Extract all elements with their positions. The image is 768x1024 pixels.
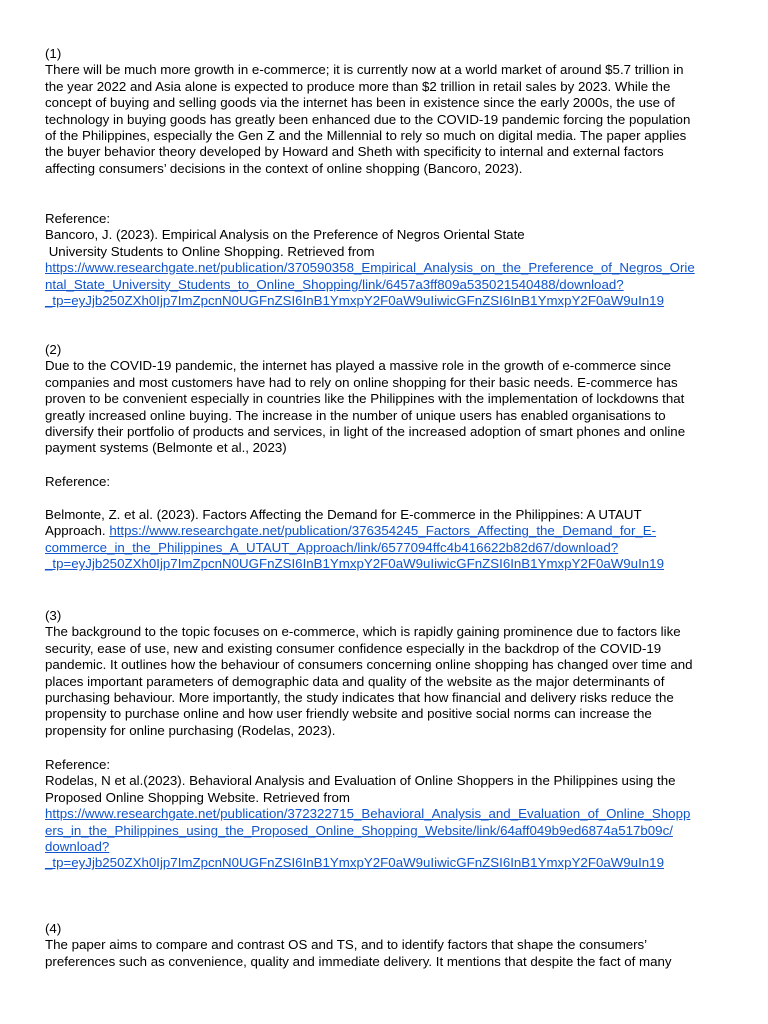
reference-label: Reference: — [45, 757, 111, 772]
body-line: proven to be convenient especially in countries like the Philippines with the implementation of lockdowns that — [45, 391, 685, 407]
reference-link[interactable]: ntal_State_University_Students_to_Online_Shopping/link/6457a3ff809a535021540488/download? — [45, 276, 624, 292]
body-line: propensity to purchase online and how user friendly website and positive social norms can increase the — [45, 706, 652, 722]
body-line: the buyer behavior theory developed by Howard and Sheth with specificity to internal and external factors — [45, 144, 664, 160]
body-line: payment systems (Belmonte et al., 2023) — [45, 440, 287, 456]
reference-3 — [45, 757, 725, 872]
body-line: concept of buying and selling goods via the internet has been in existence since the early 2000s, the use of — [45, 95, 675, 111]
body-line: companies and most customers have had to rely on online shopping for their basic needs. E-commerce has — [45, 374, 678, 390]
body-line: purchasing behaviour. More importantly, the study indicates that how financial and delivery risks reduce the — [45, 690, 674, 706]
reference-link[interactable]: ers_in_the_Philippines_using_the_Proposed_Online_Shopping_Website/link/64aff049b9ed6874a517b09c/ — [45, 822, 673, 838]
section-body — [45, 937, 725, 970]
section-3 — [45, 608, 725, 739]
reference-text: Belmonte, Z. et al. (2023). Factors Affecting the Demand for E-commerce in the Philippines: A UTAUT — [45, 507, 642, 522]
reference-label: Reference: — [45, 474, 111, 489]
body-line: Due to the COVID-19 pandemic, the internet has played a massive role in the growth of e-commerce since — [45, 358, 671, 374]
body-line: propensity for online purchasing (Rodelas, 2023). — [45, 722, 336, 738]
reference-text — [45, 523, 725, 539]
reference-link[interactable]: https://www.researchgate.net/publication/372322715_Behavioral_Analysis_and_Evaluation_of_Online_Shopp — [45, 806, 691, 822]
body-line: The background to the topic focuses on e-commerce, which is rapidly gaining prominence due to factors like — [45, 624, 681, 640]
reference-label: Reference: — [45, 211, 111, 226]
section-number: (3) — [45, 608, 62, 623]
reference-link[interactable]: download? — [45, 839, 110, 855]
reference-link[interactable]: https://www.researchgate.net/publication/376354245_Factors_Affecting_the_Demand_for_E- — [109, 523, 657, 539]
reference-link[interactable]: commerce_in_the_Philippines_A_UTAUT_Approach/link/6577094ffc4b416622b82d67/download? — [45, 539, 619, 555]
section-number: (1) — [45, 46, 62, 61]
reference-link[interactable]: _tp=eyJjb250ZXh0Ijp7ImZpcnN0UGFnZSI6InB1YmxpY2F0aW9uIiwicGFnZSI6InB1YmxpY2F0aW9uIn19 — [45, 293, 664, 309]
body-line: greatly increased online buying. The increase in the number of unique users has enabled organisations to — [45, 407, 666, 423]
body-line: pandemic. It outlines how the behaviour of consumers concerning online shopping has changed over time and — [45, 657, 693, 673]
reference-text: Rodelas, N et al.(2023). Behavioral Analysis and Evaluation of Online Shoppers in the Philippines using the — [45, 773, 676, 789]
reference-link[interactable]: https://www.researchgate.net/publication/370590358_Empirical_Analysis_on_the_Preference_of_Negros_Orie — [45, 260, 695, 276]
section-number: (2) — [45, 342, 62, 357]
reference-link[interactable]: _tp=eyJjb250ZXh0Ijp7ImZpcnN0UGFnZSI6InB1YmxpY2F0aW9uIiwicGFnZSI6InB1YmxpY2F0aW9uIn19 — [45, 556, 664, 572]
body-line: of the Philippines, especially the Gen Z and the Millennial to rely so much on digital media. The paper applies — [45, 128, 687, 144]
body-line: The paper aims to compare and contrast OS and TS, and to identify factors that shape the consumers’ — [45, 937, 648, 953]
body-line: diversify their portfolio of products and services, in light of the increased adoption of smart phones and online — [45, 424, 686, 440]
body-line: places important parameters of demographic data and quality of the website as the major determinants of — [45, 673, 665, 689]
body-line: the year 2022 and Asia alone is expected to produce more than $2 trillion in retail sales by 2023. While the — [45, 78, 671, 94]
reference-text: Proposed Online Shopping Website. Retrieved from — [45, 789, 351, 805]
body-line: affecting consumers’ decisions in the context of online shopping (Bancoro, 2023). — [45, 160, 523, 176]
reference-text: Bancoro, J. (2023). Empirical Analysis on the Preference of Negros Oriental State — [45, 227, 525, 243]
reference-prefix: Approach. — [45, 523, 110, 539]
section-1 — [45, 46, 725, 177]
body-line: technology in buying goods has greatly been enhanced due to the COVID-19 pandemic forcing the population — [45, 111, 691, 127]
reference-1 — [45, 211, 725, 309]
section-4 — [45, 921, 725, 970]
section-number: (4) — [45, 921, 62, 936]
body-line: There will be much more growth in e-commerce; it is currently now at a world market of around $5.7 trillion in — [45, 62, 684, 78]
reference-label-2 — [45, 474, 725, 490]
body-line: security, ease of use, new and existing consumer confidence especially in the backdrop of the COVID-19 — [45, 640, 662, 656]
body-line: preferences such as convenience, quality and immediate delivery. It mentions that despite the fact of many — [45, 953, 672, 969]
reference-2 — [45, 507, 725, 573]
section-2 — [45, 342, 725, 457]
section-body — [45, 624, 725, 739]
reference-link[interactable]: _tp=eyJjb250ZXh0Ijp7ImZpcnN0UGFnZSI6InB1YmxpY2F0aW9uIiwicGFnZSI6InB1YmxpY2F0aW9uIn19 — [45, 855, 664, 871]
section-body — [45, 62, 725, 177]
reference-text: University Students to Online Shopping. Retrieved from — [45, 243, 375, 259]
section-body — [45, 358, 725, 456]
